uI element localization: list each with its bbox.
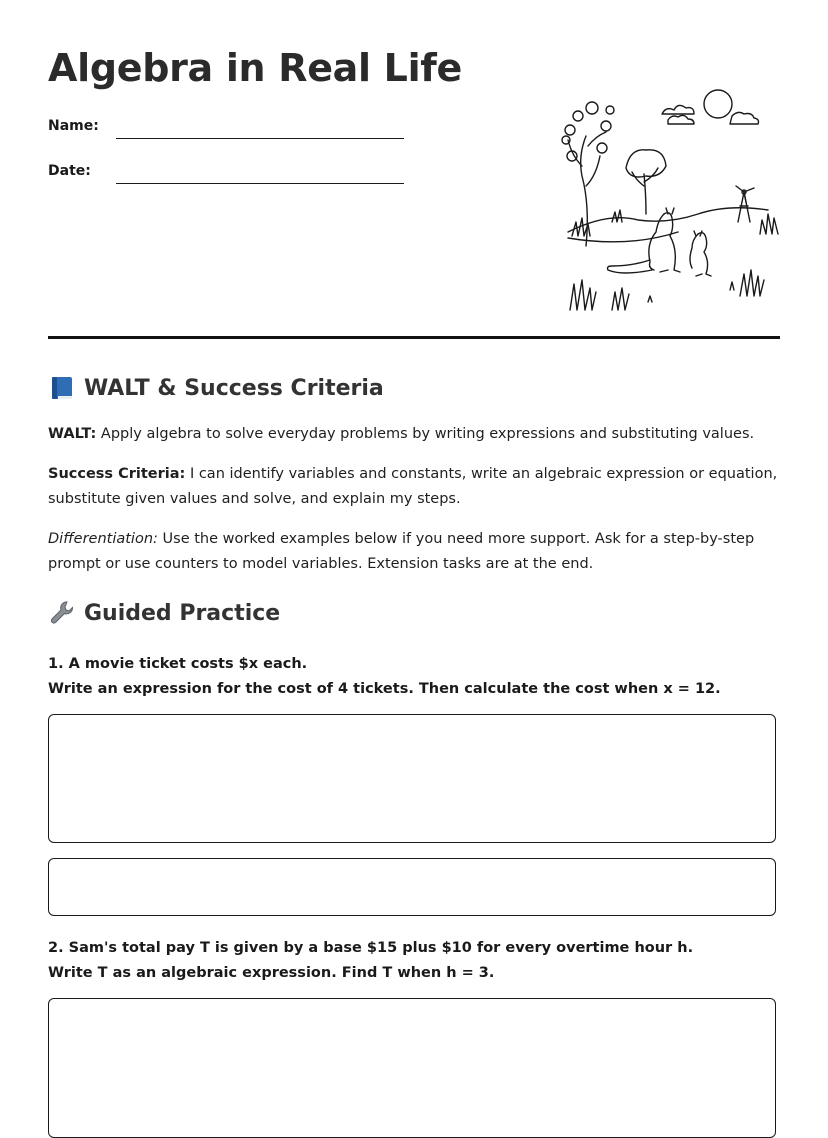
page-title: Algebra in Real Life bbox=[48, 46, 463, 90]
date-input-line[interactable] bbox=[116, 183, 404, 184]
wrench-icon bbox=[48, 599, 76, 627]
differentiation-paragraph bbox=[48, 527, 780, 577]
worksheet-page bbox=[48, 0, 780, 1118]
question-1 bbox=[48, 652, 780, 702]
success-criteria-paragraph bbox=[48, 462, 780, 512]
question-1-line-2: Write an expression for the cost of 4 tickets. Then calculate the cost when x = 12. bbox=[48, 681, 721, 697]
guided-practice-heading bbox=[48, 599, 280, 627]
guided-practice-heading-text: Guided Practice bbox=[84, 600, 281, 626]
question-2 bbox=[48, 936, 780, 986]
header-divider bbox=[48, 336, 780, 339]
name-field bbox=[48, 118, 408, 148]
walt-heading-text: WALT & Success Criteria bbox=[84, 375, 384, 401]
success-criteria-text: I can identify variables and constants, write an algebraic expression or equation, substitute given values and solve, and explain my steps. bbox=[48, 466, 778, 507]
walt-text: Apply algebra to solve everyday problems by writing expressions and substituting values. bbox=[96, 426, 755, 442]
outback-kangaroo-illustration bbox=[512, 86, 784, 318]
name-label: Name: bbox=[48, 118, 99, 134]
name-input-line[interactable] bbox=[116, 138, 404, 139]
question-1-answer-box[interactable] bbox=[48, 858, 776, 916]
book-icon bbox=[48, 374, 76, 402]
date-field bbox=[48, 163, 408, 193]
differentiation-text: Use the worked examples below if you need more support. Ask for a step-by-step prompt or use counters to model variables. Extension tasks are at the end. bbox=[48, 531, 755, 572]
question-2-line-1: 2. Sam's total pay T is given by a base $15 plus $10 for every overtime hour h. bbox=[48, 940, 694, 956]
question-1-working-box[interactable] bbox=[48, 714, 776, 843]
question-1-line-1: 1. A movie ticket costs $x each. bbox=[48, 656, 308, 672]
success-criteria-label: Success Criteria: bbox=[48, 466, 186, 482]
walt-heading bbox=[48, 374, 384, 402]
date-label: Date: bbox=[48, 163, 91, 179]
walt-paragraph bbox=[48, 422, 780, 447]
walt-label: WALT: bbox=[48, 426, 97, 442]
question-2-working-box[interactable] bbox=[48, 998, 776, 1138]
differentiation-label: Differentiation: bbox=[48, 531, 158, 547]
question-2-line-2: Write T as an algebraic expression. Find T when h = 3. bbox=[48, 965, 495, 981]
